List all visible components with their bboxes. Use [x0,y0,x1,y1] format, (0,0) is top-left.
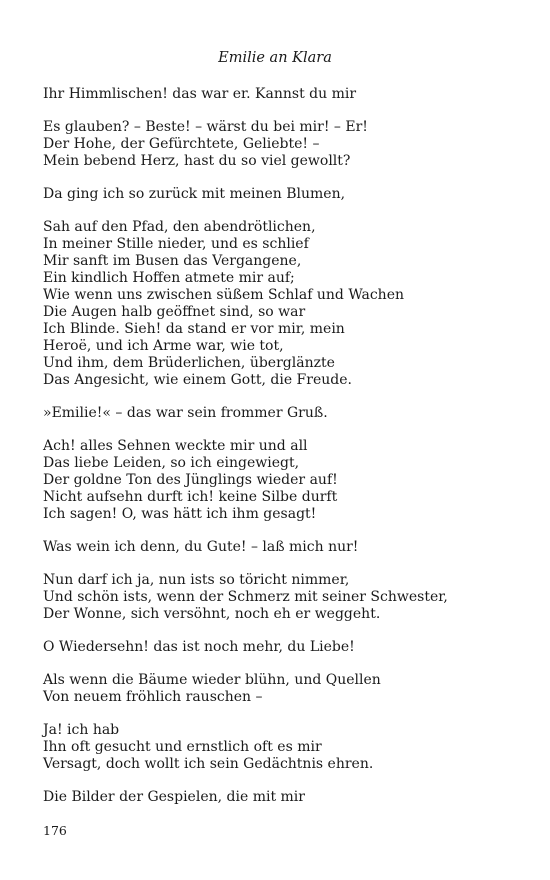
poem-line: Der Wonne, sich versöhnt, noch eh er weggeht. [43,606,381,622]
poem-line: Ihn oft gesucht und ernstlich oft es mir [43,739,322,755]
poem-line: Ich Blinde. Sieh! da stand er vor mir, mein [43,321,345,337]
stanza [43,119,513,170]
poem-line: Die Bilder der Gespielen, die mit mir [43,789,305,805]
poem-line: Das liebe Leiden, so ich eingewiegt, [43,455,300,471]
poem-line: In meiner Stille nieder, und es schlief [43,236,309,252]
poem-line: Als wenn die Bäume wieder blühn, und Quellen [43,672,381,688]
poem-line: Ach! alles Sehnen weckte mir und all [43,438,308,454]
poem-line: Ein kindlich Hoffen atmete mir auf; [43,270,295,286]
poem-line: Nun darf ich ja, nun ists so töricht nimmer, [43,572,350,588]
poem-line: Da ging ich so zurück mit meinen Blumen, [43,186,346,202]
poem-title: Emilie an Klara [218,50,332,66]
poem-line: Die Augen halb geöffnet sind, so war [43,304,306,320]
poem-line: Ihr Himmlischen! das war er. Kannst du mir [43,86,357,102]
poem-line: Nicht aufsehn durft ich! keine Silbe durft [43,489,338,505]
poem-line: Von neuem fröhlich rauschen – [43,689,263,705]
stanza [43,438,513,523]
poem-line: Ja! ich hab [43,722,120,738]
poem-line: O Wiedersehn! das ist noch mehr, du Liebe! [43,639,355,655]
stanza [43,572,513,623]
page-number: 176 [43,823,67,838]
poem-line: »Emilie!« – das war sein frommer Gruß. [43,405,328,421]
poem-line: Es glauben? – Beste! – wärst du bei mir! – Er! [43,119,368,135]
stanza [43,219,513,389]
stanza [43,86,513,103]
stanza [43,672,513,706]
poem-line: Und schön ists, wenn der Schmerz mit seiner Schwester, [43,589,448,605]
poem-body [43,86,513,822]
poem-line: Ich sagen! O, was hätt ich ihm gesagt! [43,506,317,522]
poem-line: Wie wenn uns zwischen süßem Schlaf und Wachen [43,287,404,303]
stanza [43,186,513,203]
poem-line: Der goldne Ton des Jünglings wieder auf! [43,472,338,488]
poem-line: Heroë, und ich Arme war, wie tot, [43,338,284,354]
poem-line: Versagt, doch wollt ich sein Gedächtnis ehren. [43,756,374,772]
poem-line: Mir sanft im Busen das Vergangene, [43,253,302,269]
poem-line: Der Hohe, der Gefürchtete, Geliebte! – [43,136,320,152]
stanza [43,539,513,556]
stanza [43,722,513,773]
poem-line: Was wein ich denn, du Gute! – laß mich nur! [43,539,359,555]
stanza [43,639,513,656]
poem-line: Sah auf den Pfad, den abendrötlichen, [43,219,316,235]
poem-line: Mein bebend Herz, hast du so viel gewollt? [43,153,351,169]
poem-line: Und ihm, dem Brüderlichen, überglänzte [43,355,335,371]
stanza [43,789,513,806]
poem-line: Das Angesicht, wie einem Gott, die Freude. [43,372,352,388]
stanza [43,405,513,422]
